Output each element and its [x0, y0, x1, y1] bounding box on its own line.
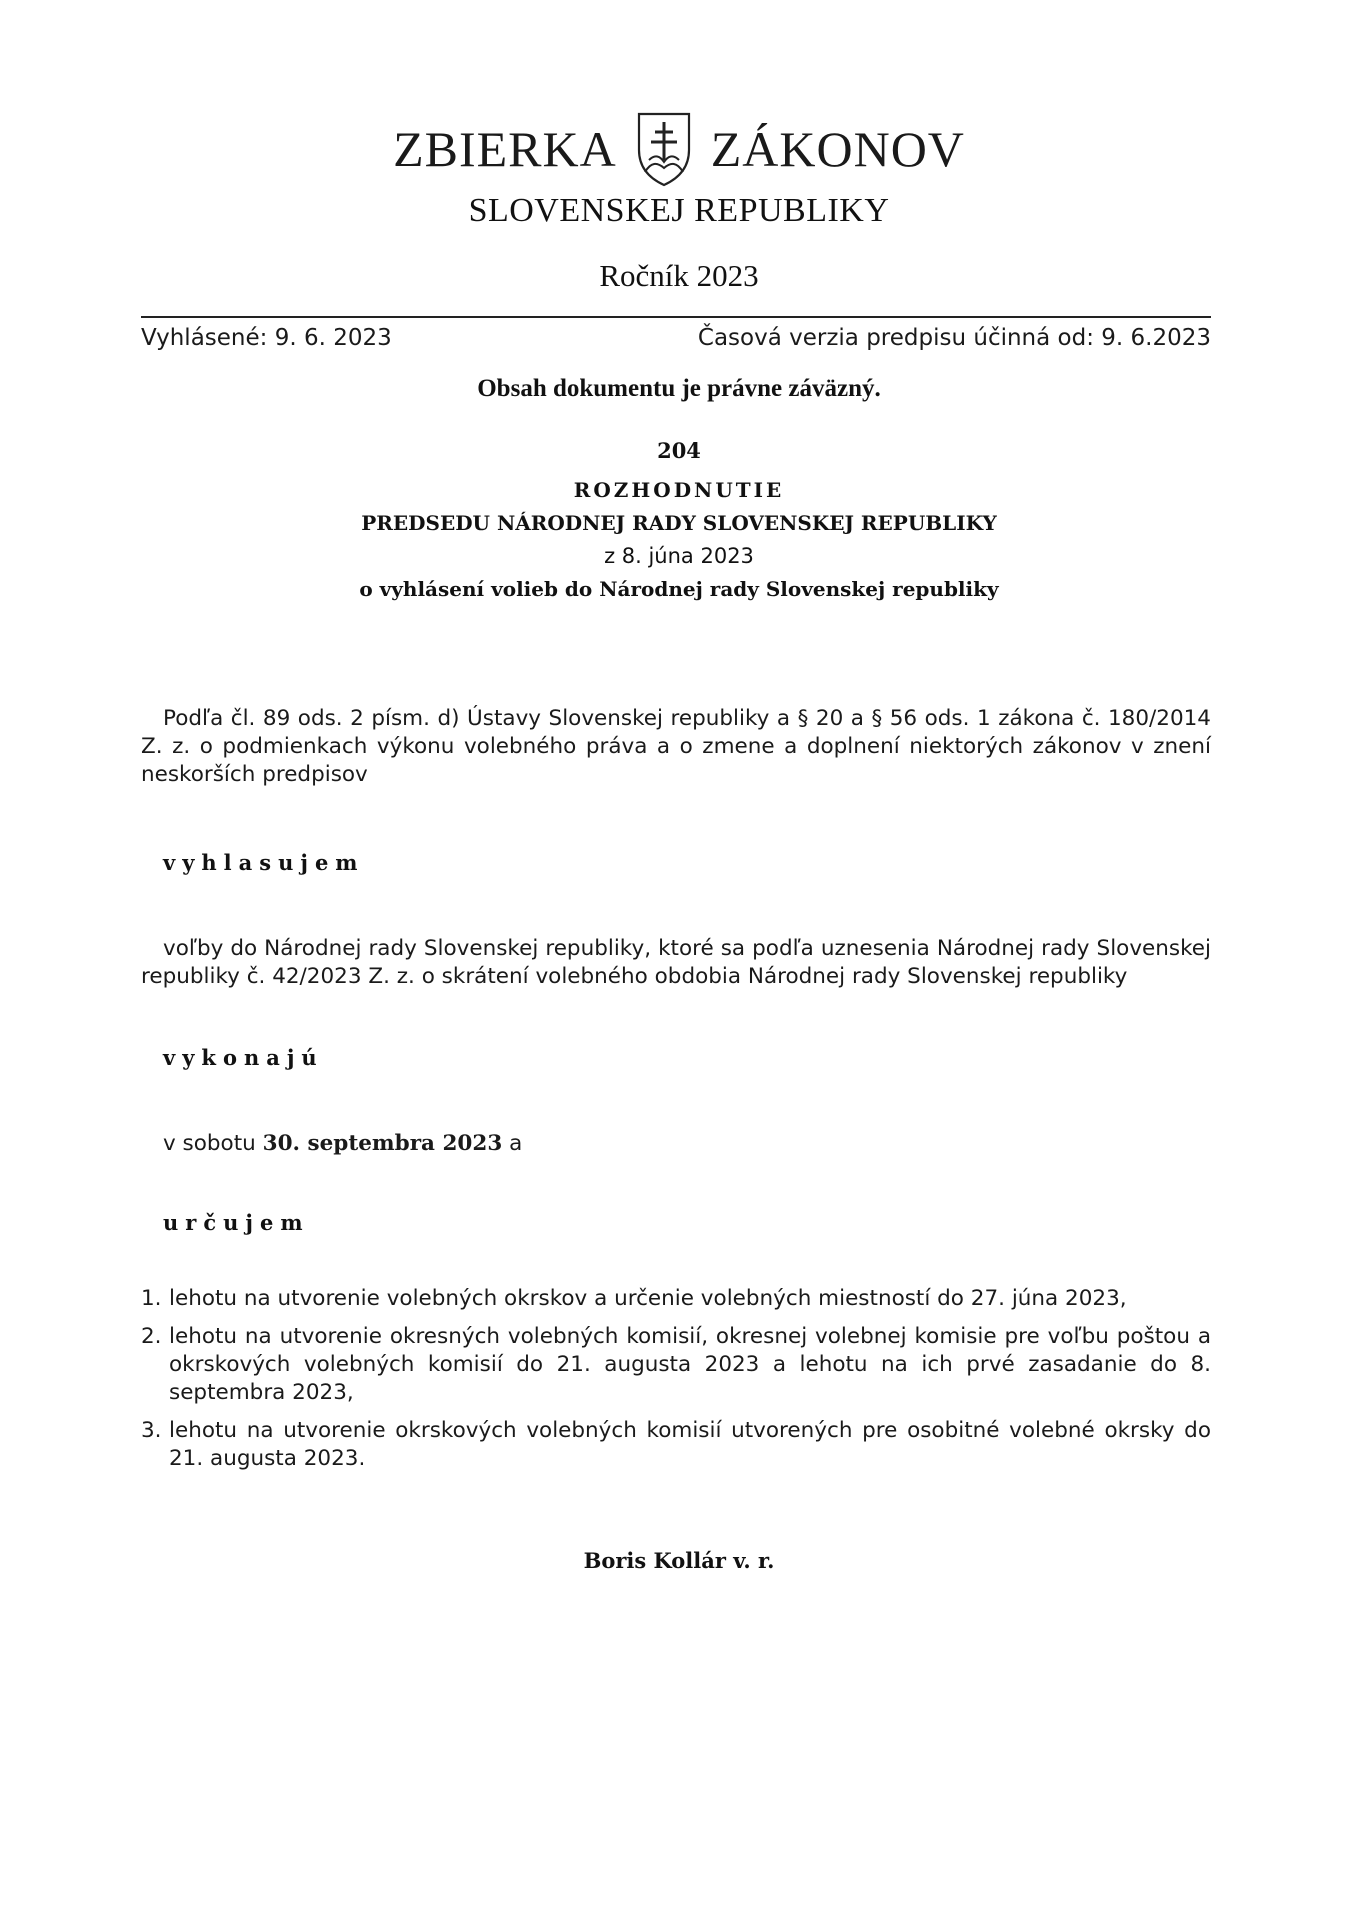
date-suffix: a	[502, 1131, 523, 1156]
list-item-number: 2.	[141, 1324, 162, 1349]
list-item	[141, 1417, 1211, 1473]
list-item-number: 1.	[141, 1286, 162, 1311]
announced-date: Vyhlásené: 9. 6. 2023	[141, 325, 392, 351]
keyword-vykonaju: vykonajú	[163, 1045, 324, 1070]
list-item	[141, 1285, 1211, 1313]
slovak-coat-of-arms-icon	[635, 110, 693, 188]
list-item-number: 3.	[141, 1418, 162, 1443]
keyword-vyhlasujem: vyhlasujem	[163, 850, 365, 875]
binding-notice: Obsah dokumentu je právne záväzný.	[477, 375, 881, 402]
title-right: ZÁKONOV	[710, 121, 965, 177]
volume-year: Ročník 2023	[599, 258, 759, 293]
decision-number: 204	[657, 438, 701, 463]
signature: Boris Kollár v. r.	[583, 1548, 775, 1573]
masthead-subtitle: SLOVENSKEJ REPUBLIKY	[468, 192, 890, 229]
effective-date: Časová verzia predpisu účinná od: 9. 6.2023	[697, 325, 1211, 351]
elections-paragraph: voľby do Národnej rady Slovenskej republiky, ktoré sa podľa uznesenia Národnej rady Slovenskej republiky č. 42/2023 Z. z. o skrátení volebného obdobia Národnej rady Slovenskej republiky	[141, 936, 1211, 989]
decision-date: z 8. júna 2023	[604, 544, 754, 568]
list-item	[141, 1323, 1211, 1407]
deadline-list	[141, 1285, 1211, 1483]
masthead	[0, 110, 1358, 294]
list-item-text: lehotu na utvorenie okresných volebných komisií, okresnej volebnej komisie pre voľbu poštou a okrskových volebných komisií do 21. augusta 2023 a lehotu na ich prvé zasadanie do 8. septembra 2023,	[169, 1324, 1211, 1405]
election-date-paragraph	[163, 1130, 1063, 1158]
keyword-urcujem: určujem	[163, 1210, 310, 1235]
masthead-title	[0, 110, 1358, 188]
list-item-text: lehotu na utvorenie okrskových volebných komisií utvorených pre osobitné volebné okrsky do 21. augusta 2023.	[169, 1418, 1211, 1471]
decision-subject: o vyhlásení volieb do Národnej rady Slovenskej republiky	[359, 577, 999, 601]
publication-meta	[141, 325, 1211, 351]
decision-issuer: PREDSEDU NÁRODNEJ RADY SLOVENSKEJ REPUBLIKY	[361, 511, 997, 535]
election-date: 30. septembra 2023	[262, 1131, 503, 1156]
list-item-text: lehotu na utvorenie volebných okrskov a určenie volebných miestností do 27. júna 2023,	[169, 1286, 1127, 1311]
title-left: ZBIERKA	[393, 121, 617, 177]
header-divider	[141, 316, 1211, 318]
date-prefix: v sobotu	[163, 1131, 263, 1156]
preamble-paragraph: Podľa čl. 89 ods. 2 písm. d) Ústavy Slovenskej republiky a § 20 a § 56 ods. 1 zákona č. 180/2014 Z. z. o podmienkach výkonu volebného práva a o zmene a doplnení niektorých zákonov v znení neskorších predpisov	[141, 706, 1211, 787]
decision-type: ROZHODNUTIE	[573, 478, 785, 502]
decision-heading	[0, 438, 1358, 601]
